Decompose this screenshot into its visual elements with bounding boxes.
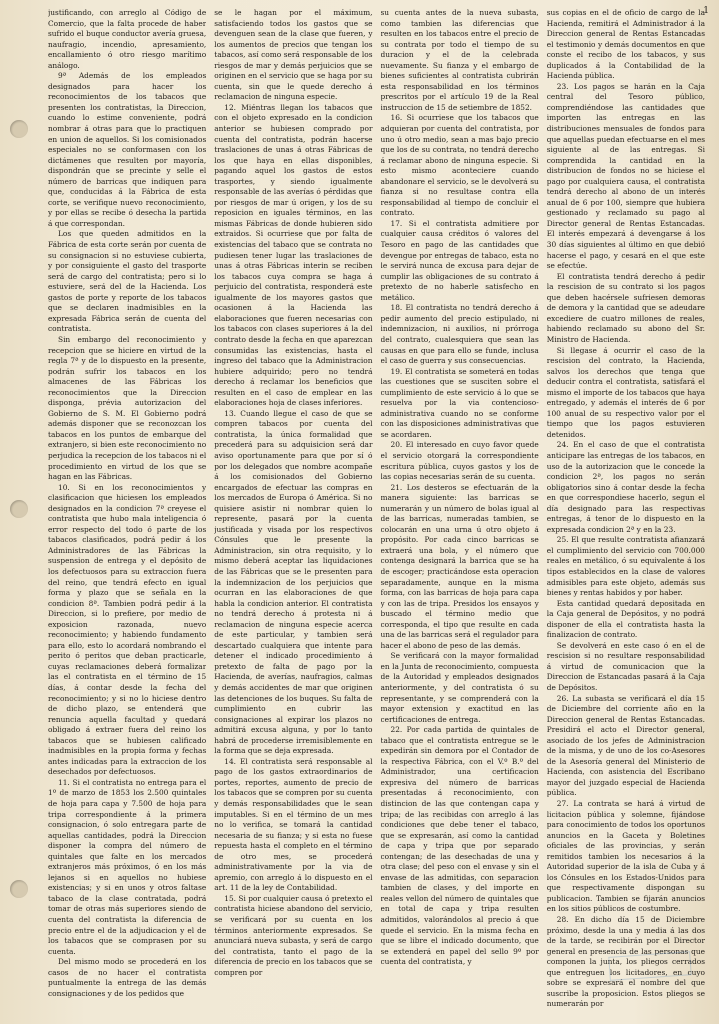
- paragraph: Del mismo modo se procederá en los casos de no hacer el contratista puntualmente la entrega de las demás consignaciones y de los pedidos que: [48, 957, 207, 998]
- binding-hole: [10, 880, 28, 898]
- paragraph: 17. Si el contratista admitiere por cualquier causa créditos ó valores del Tesoro en pago de las cantidades que devengue por entregas de tabaco, esta no le servirá nunca de excusa para dejar de cumplir las obligaciones de su contrato á pretexto de no haberle satisfecho en metálico.: [380, 218, 539, 302]
- paragraph: Se devolverá en este caso ó en el de rescision si no resultare responsabilidad á virtud de comunicacion que la Direccion de Estancadas pasará á la Caja de Depósitos.: [546, 640, 705, 692]
- page-number: 1: [703, 6, 709, 16]
- paragraph: 21. Los desteros se efectuarán de la manera siguiente: las barricas se numerarán y un número de bolas igual al de las barricas, numeradas tambien, se colocarán en una urna ú otro objeto á propósito. Por cada cinco barricas se extraerá una bola, y el número que contenga designará la barrica que se ha de escoger; practicándose esta operacion separadamente, aunque en la misma forma, con las barricas de hoja para capa y con las de tripa. Presidos los ensayos y buscado el término medio que corresponda, el tipo que resulte en cada una de las barricas será el regulador para hacer el abono de peso de las demás.: [380, 482, 539, 650]
- paragraph: 9ª Además de los empleados designados para hacer los reconocimientos de los tabacos que presenten los contratistas, la Direccion, cuando lo estime conveniente, podrá nombrar á otras para que lo practiquen en union de aquellos. Si los comisionados especiales no se conformasen con los dictámenes que resulten por mayoría, dispondrán que se precinte y selle el número de barricas que indiquen para que, conducidas á la Fábrica de esta corte, se verifique nuevo reconocimiento, y por ellas se recibe ó desecha la partida á que correspondan.: [48, 71, 207, 228]
- paragraph: sus copias en el de oficio de cargo de la Hacienda, remitirá el Administrador á la Direccion general de Rentas Estancadas el testimonio y demás documentos en que conste el recibo de los tabacos, y sus duplicados á la Contabilidad de la Hacienda pública.: [546, 8, 705, 81]
- paragraph: 12. Miéntras llegan los tabacos que con el objeto expresado en la condicion anterior se hubiesen comprado por cuenta del contratista, podrán hacerse traslaciones de unas á otras Fábricas de los que haya en ellas disponibles, pagando aquel los gastos de estos trasportes, y siendo igualmente responsable de las averías ó pérdidas que por riesgos de mar ú origen, y los de su reposicion en iguales términos, en las mismas Fábricas de donde hubieren sido extraidos. Si ocurriese que por falta de existencias del tabaco que se contrata no pudiesen tener lugar las traslaciones de unas á otras Fábricas interin se reciben los tabacos cuya compra se haga á perjuicio del contratista, responderá este igualmente de los mayores gastos que ocasionen á la Hacienda las elaboraciones que fueren necesarias con los tabacos con clases superiores á la del contrato desde la fecha en que aparezcan consumidas las existencias, hasta el ingreso del tabaco que la Administracion hubiere adquirido; pero no tendrá derecho á reclamar los beneficios que resulten en el caso de emplear en las elaboraciones hoja de clases inferiores.: [214, 102, 373, 408]
- binding-hole: [10, 120, 28, 138]
- paragraph: 23. Los pagos se harán en la Caja central del Tesoro público, comprendiéndose las cantidades que importen las entregas en las distribuciones mensuales de fondos para que aquellas puedan efectuarse en el mes siguiente al de las entregas. Si comprendida la cantidad en la distribucion de fondos no se hiciese el pago por cualquiera causa, el contratista tendrá derecho al abono de un interés anual de 6 por 100, siempre que hubiera gestionado y reclamado su pago al Director general de Rentas Estancadas. El interés empezará á devengarse á los 30 días siguientes al último en que debió hacerse el pago, y cesará en el que este se efectúe.: [546, 81, 705, 271]
- paragraph: 13. Cuando llegue el caso de que se compren tabacos por cuenta del contratista, la única formalidad que precederá para su adquisicion será dar aviso oportunamente para que por sí ó por los delegados que nombre acompañe á los comisionados del Gobierno encargados de efectuar las compras en los mercados de Europa ó América. Si no quisiere asistir ni nombrar quien lo represente, pasará por la cuenta justificada y visada por los respectivos Cónsules que le presente la Administracion, sin otra requisito, y lo mismo deberá aceptar las liquidaciones de las Fábricas que se le presenten para la indemnizacion de los perjuicios que ocurran en las elaboraciones de que habla la condicion anterior. El contratista no tendrá derecho á protesta ni á reclamacion de ninguna especie acerca de este particular, y tambien será descartado cualquiera que intente para detener el indicado procedimiento á pretexto de falta de pago por la Hacienda, de averías, naufragios, calmas y demás accidentes de mar que originen las detenciones de los buques. Su falta de cumplimiento en cubrir las consignaciones al expirar los plazos no admitirá excusa alguna, y por lo tanto habrá de procederse irremisiblemente en la forma que se deja expresada.: [214, 408, 373, 756]
- paragraph: su cuenta antes de la nueva subasta, como tambien las diferencias que resulten en los tabacos entre el precio de su contrata por todo el tiempo de su duracion y el de la celebrada nuevamente. Su fianza y el embargo de bienes suficientes al contratista cubrirán esta responsabilidad en los términos prescritos por el artículo 19 de la Real instruccion de 15 de setiembre de 1852.: [380, 8, 539, 112]
- text-columns: [48, 8, 705, 1020]
- column-2: [214, 8, 372, 1020]
- paragraph: 20. El interesado en cuyo favor quede el servicio otorgará la correspondiente escritura pública, cuyos gastos y los de las copias necesarias serán de su cuenta.: [380, 440, 539, 482]
- paragraph: Esta cantidad quedará depositada en la Caja general de Depósitos, y no podrá disponer de ella el contratista hasta la finalizacion de contrato.: [546, 598, 705, 640]
- paragraph: Los que queden admitidos en la Fábrica de esta corte serán por cuenta de su consignacion si no estuviese cubierta, y por consiguiente el gasto del trasporte será de cargo del contratista; pero si lo estuviere, será del de la Hacienda. Los gastos de porte y reporte de los tabacos que se declaren inadmisibles en la expresada Fábrica serán de cuenta del contratista.: [48, 229, 207, 334]
- paragraph: 26. La subasta se verificará el día 15 de Diciembre del corriente año en la Direccion general de Rentas Estancadas. Presidirá el acto el Director general, asociado de los jefes de Administracion de la misma, y de uno de los co-Asesores de la Asesoría general del Ministerio de Hacienda, con asistencia del Escribano mayor del juzgado especial de Hacienda pública.: [546, 693, 705, 798]
- paragraph: 28. En dicho día 15 de Diciembre próximo, desde la una y media á las dos de la tarde, se recibirán por el Director general en presencia de las personas que componen la junta, los pliegos cerrados que entreguen los licitadores, en cuyo sobre se expresará el nombre del que suscribe la proposicion. Estos pliegos se numerarán por: [546, 915, 705, 1009]
- column-4: [547, 8, 705, 1020]
- paragraph: Se verificará con la mayor formalidad en la Junta de reconocimiento, compuesta de la Autoridad y empleados designados anteriormente, y del contratista ó su representante, y se comprenderá con la mayor extension y exactitud en las certificaciones de entrega.: [380, 651, 539, 724]
- paragraph: se le hagan por el máximum, satisfaciendo todos los gastos que se devenguen sean de la clase que fueren, y los aumentos de precios que tengan los tabacos, así como será responsable de los riesgos de mar y demás perjuicios que se originen en el servicio que se haga por su cuenta, sin que le quede derecho á reclamacion de ninguna especie.: [214, 8, 373, 102]
- paragraph: 24. En el caso de que el contratista anticipare las entregas de los tabacos, en uso de la autorizacion que le concede la condicion 2ª, los pagos no serán obligatorios sino á contar desde la fecha en que correspondiese hacerlo, segun el día designado para las respectivas entregas, á tenor de lo dispuesto en la expresada condicion 2ª y en la 23.: [546, 440, 705, 534]
- paragraph: 14. El contratista será responsable al pago de los gastos extraordinarios de portes, reportes, aumento de precio de los tabacos que se compren por su cuenta y demás responsabilidades que le sean imputables. Si en el término de un mes no lo verifica, se tomará la cantidad necesaria de su fianza; y si esta no fuese repuesta hasta el completo en el término de otro mes, se procederá administrativamente por la via de apremio, con arreglo á lo dispuesto en el art. 11 de la ley de Contabilidad.: [214, 756, 373, 893]
- binding-hole: [10, 500, 28, 518]
- paragraph: 22. Por cada partida de quintales de tabaco que el contratista entregue se le expedirán sin demora por el Contador de la respectiva Fábrica, con el V.º B.º del Administrador, una certificacion expresiva del número de barricas presentadas á reconocimiento, con distincion de las que contengan capa y tripa; de las recibidas con arreglo á las condiciones que debe tener el tabaco, que se expresarán, así como la cantidad de capa y tripa que por separado contengan; de las desechadas de una y otra clase; del peso con el envase y sin el envase de las admitidas, con separacion tambien de clases, y del importe en reales vellon del número de quintales que en total de capa y tripa resulten admitidos, valorándolos al precio á que quede el servicio. En la misma fecha en que se libre el indicado documento, que se extenderá en papel del sello 9º por cuenta del contratista, y: [380, 725, 539, 967]
- column-1: [48, 8, 206, 1020]
- paragraph: Sin embargo del reconocimiento y recepcion que se hiciere en virtud de la regla 7ª y de lo dispuesto en la presente, podrán sufrir los tabacos en los almacenes de las Fábricas los reconocimientos que la Direccion disponga, prévia autorizacion del Gobierno de S. M. El Gobierno podrá además disponer que se reconozcan los tabacos en los puntos de embarque del extranjero, si bien este reconocimiento no perjudica la recepcion de los tabacos ni el procedimiento en virtud de los que se hagan en las Fábricas.: [48, 334, 207, 482]
- paragraph: 27. La contrata se hará á virtud de licitacion pública y solemne, fijándose para conocimiento de todos los oportunos anuncios en la Gaceta y Boletines oficiales de las provincias, y serán remitidos tambien los necesarios á la Autoridad superior de la isla de Cuba y á los Cónsules en los Estados-Unidos para que respectivamente dispongan su publicacion. Tambien se fijarán anuncios en los sitios públicos de costumbre.: [546, 799, 705, 914]
- column-3: [381, 8, 539, 1020]
- paragraph: 10. Si en los reconocimientos y clasificacion que hiciesen los empleados designados en la condicion 7ª creyese el contratista que hubo mala inteligencia ó error respecto del todo ó parte de los tabacos clasificados, podrá pedir á los Administradores de las Fábricas la suspension de entrega y el depósito de los defectuosos para su extraccion fuera del reino, que tendrá efecto en igual forma y plazo que se señala en la condicion 8ª. Tambien podrá pedir á la Direccion, si lo prefiere, por medio de exposicion razonada, nuevo reconocimiento; y habiendo fundamento para ello, esto lo acordará nombrando el perito ó peritos que deban practicarle, cuyas reclamaciones deberá formalizar las el contratista en el término de 15 días, á contar desde la fecha del reconocimiento; y si no lo hiciese dentro de dicho plazo, se entenderá que renuncia aquella facultad y quedará obligado á extraer fuera del reino los tabacos que se hubiesen calificado inadmisibles en la propia forma y fechas antes indicadas para la extraccion de los desechados por defectuosos.: [48, 482, 207, 777]
- paragraph: Si llegase á ocurrir el caso de la rescision del contrato, la Hacienda, salvos los derechos que tenga que deducir contra el contratista, satisfará el mismo el importe de los tabacos que haya entregado, y además el interés de 6 por 100 anual de su respectivo valor por el tiempo que los pagos estuvieren detenidos.: [546, 345, 705, 439]
- paragraph: 16. Si ocurriese que los tabacos que adquieran por cuenta del contratista, por uno ú otro medio, sean a mas bajo precio que los de su contrata, no tendrá derecho á reclamar abono de ninguna especie. Si esto mismo aconteciere cuando abandonare el servicio, se le devolverá su fianza si no resultase contra ella responsabilidad al tiempo de concluir el contrato.: [380, 113, 539, 218]
- paragraph: 18. El contratista no tendrá derecho á pedir aumento del precio estipulado, ni indemnizacion, ni auxilios, ni prórroga del contrato, cualesquiera que sean las causas en que para ello se funde, inclusa el caso de guerra y sus consecuencias.: [380, 303, 539, 366]
- paragraph: El contratista tendrá derecho á pedir la rescision de su contrato si los pagos que deben hacérsele sufriesen demoras de demora y la cantidad que se adeudare excediere de cuatro millones de reales, habiendo reclamado su abono del Sr. Ministro de Hacienda.: [546, 271, 705, 344]
- paragraph: 19. El contratista se someterá en todas las cuestiones que se susciten sobre el cumplimiento de este servicio á lo que se resuelva por la via contencioso-administrativa cuando no se conforme con las disposiciones administrativas que se acordaren.: [380, 366, 539, 439]
- paragraph: 25. El que resulte contratista afianzará el cumplimiento del servicio con 700.000 reales en metálico, ó su equivalente á los tipos establecidos en la clase de valores admisibles para este objeto, además sus bienes y rentas habidos y por haber.: [546, 535, 705, 598]
- paragraph: justificando, con arreglo al Código de Comercio, que la falta procede de haber sufrido el buque conductor avería gruesa, naufragio, incendio, apresamiento, encallamiento ó otro riesgo marítimo análogo.: [48, 8, 207, 70]
- paragraph: 11. Si el contratista no entrega para el 1º de marzo de 1853 los 2.500 quintales de hoja para capa y 7.500 de hoja para tripa correspondiente á la primera consignacion, ó solo entregara parte de aquellas cantidades, podrá la Direccion disponer la compra del número de quintales que falte en los mercados extranjeros más próximos, ó en los más lejanos si en aquellos no hubiese existencias; y si en unos y otros faltase tabaco de la clase contratada, podrá tomar de otras más superiores siendo de cuenta del contratista la diferencia de precio entre el de la adjudicacion y el de los tabacos que se comprasen por su cuenta.: [48, 777, 207, 956]
- paragraph: 15. Si por cualquier causa ó pretexto el contratista hiciese abandono del servicio, se verificará por su cuenta en los términos anteriormente expresados. Se anunciará nueva subasta, y será de cargo del contratista, tanto el pago de la diferencia de precio en los tabacos que se compren por: [214, 893, 373, 977]
